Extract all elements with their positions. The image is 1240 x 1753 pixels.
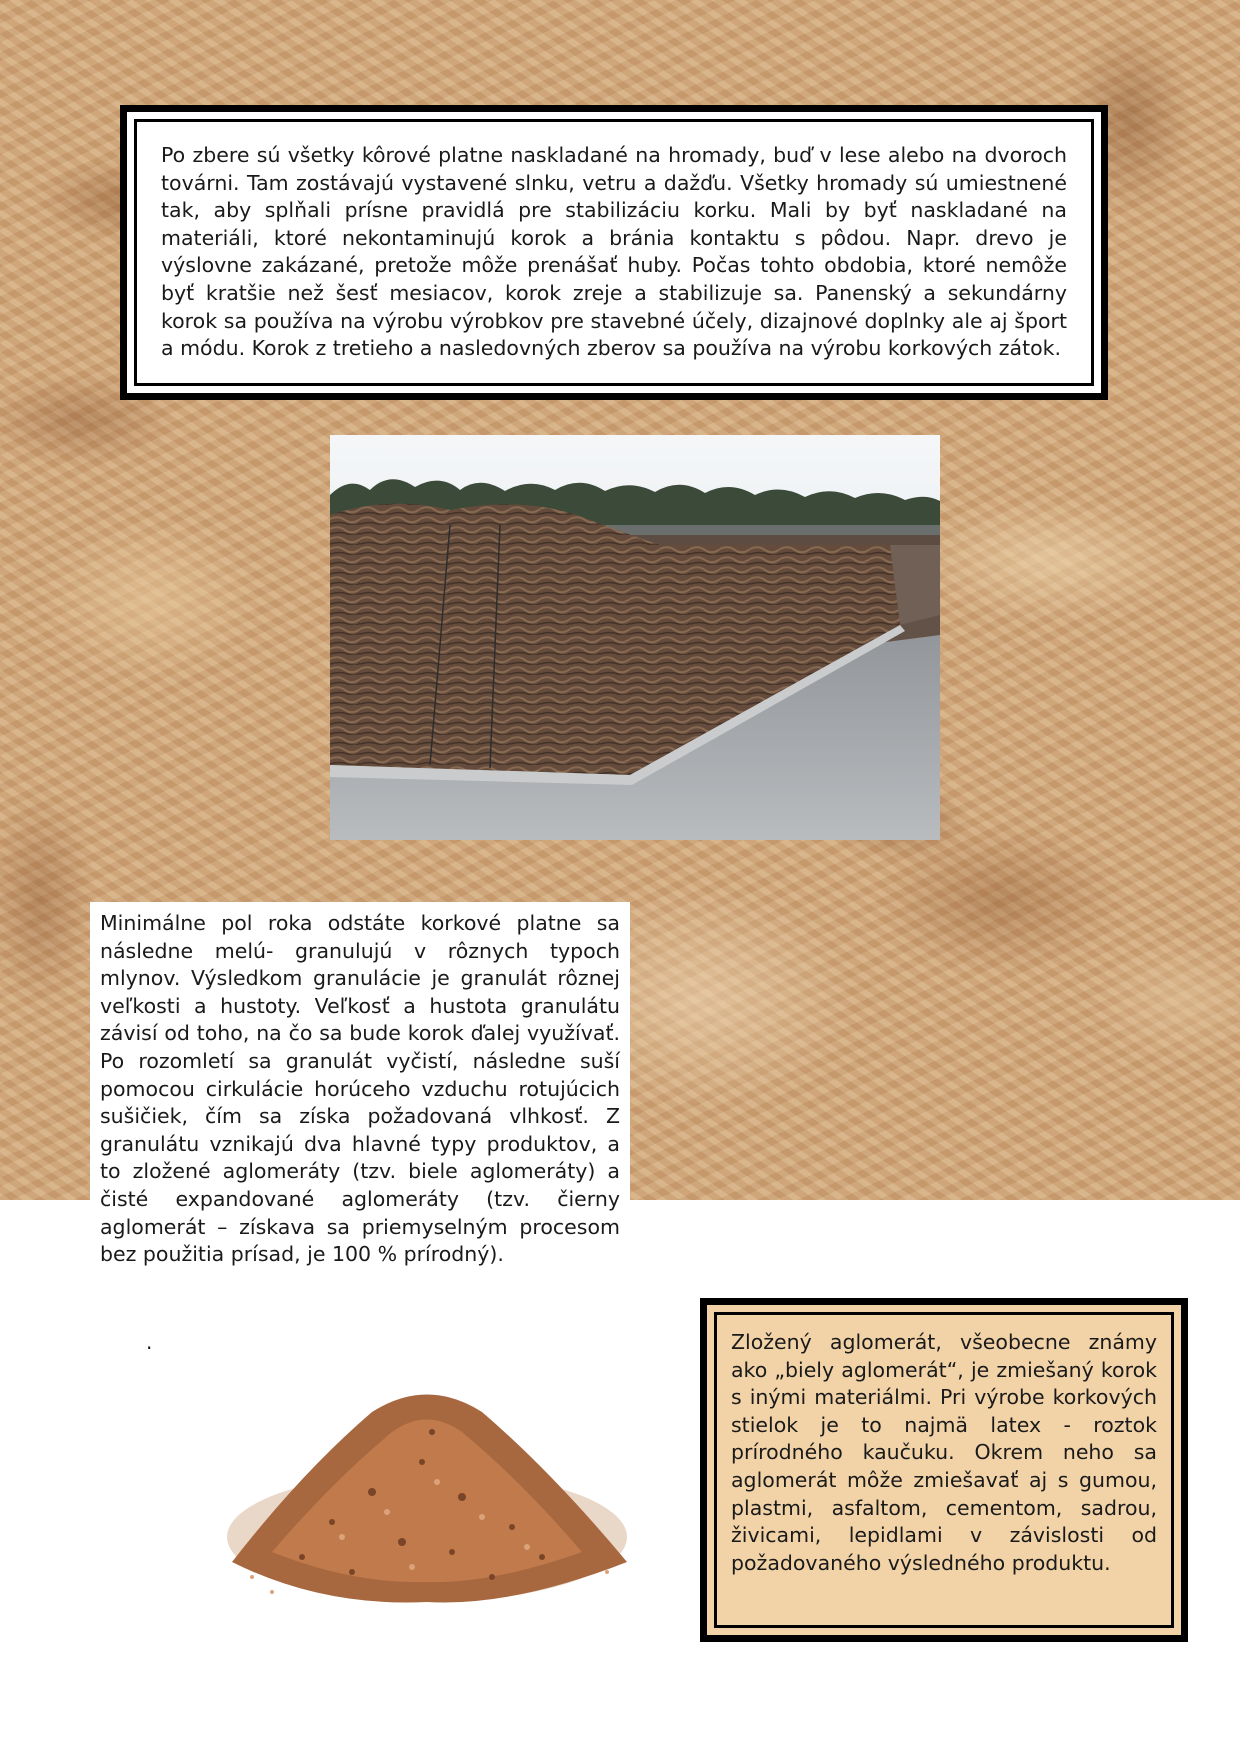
cork-pile-illustration — [330, 435, 940, 840]
cork-granules-photo — [212, 1322, 642, 1610]
bottom-right-paragraph: Zložený aglomerát, všeobecne známy ako „biely aglomerát“, je zmiešaný korok s inými materiálmi. Pri výrobe korkových stielok je to najmä latex - roztok prírodného kaučuku. Okrem neho sa aglomerát môže zmiešavať aj s gumou, plastmi, asfaltom, cementom, sadrou, živicami, lepidlami v závislosti od požadovaného výsledného produktu. — [731, 1330, 1157, 1575]
top-paragraph: Po zbere sú všetky kôrové platne naskladané na hromady, buď v lese alebo na dvoroch továrni. Tam zostávajú vystavené slnku, vetru a dažďu. Všetky hromady sú umiestnené tak, aby splňali prísne pravidlá pre stabilizáciu korku. Mali by byť naskladané na materiáli, ktoré nekontaminujú korok a bránia kontaktu s pôdou. Napr. drevo je výslovne zakázané, pretože môže prenášať huby. Počas tohto obdobia, ktoré nemôže byť kratšie než šesť mesiacov, korok zreje a stabilizuje sa. Panenský a sekundárny korok sa používa na výrobu výrobkov pre stavebné účely, dizajnové doplnky ale aj šport a módu. Korok z tretieho a nasledovných zberov sa používa na výrobu korkových zátok. — [161, 143, 1067, 361]
top-text-box — [120, 105, 1108, 400]
top-text-box-inner — [134, 119, 1094, 386]
granules-illustration — [212, 1322, 642, 1610]
stray-dot: . — [146, 1330, 153, 1354]
bottom-right-text-box — [700, 1298, 1188, 1642]
bottom-right-text-box-inner — [714, 1312, 1174, 1628]
cork-pile-photo — [330, 435, 940, 840]
middle-text-block — [90, 902, 630, 1328]
middle-paragraph: Minimálne pol roka odstáte korkové platne sa následne melú- granulujú v rôznych typoch mlynov. Výsledkom granulácie je granulát rôznej veľkosti a hustoty. Veľkosť a hustota granulátu závisí od toho, na čo sa bude korok ďalej využívať. Po rozomletí sa granulát vyčistí, následne suší pomocou cirkulácie horúceho vzduchu rotujúcich sušičiek, čím sa získa požadovaná vlhkosť. Z granulátu vznikajú dva hlavné typy produktov, a to zložené aglomeráty (tzv. biele aglomeráty) a čisté expandované aglomeráty (tzv. čierny aglomerát – získava sa priemyselným procesom bez použitia prísad, je 100 % prírodný). — [100, 911, 620, 1267]
